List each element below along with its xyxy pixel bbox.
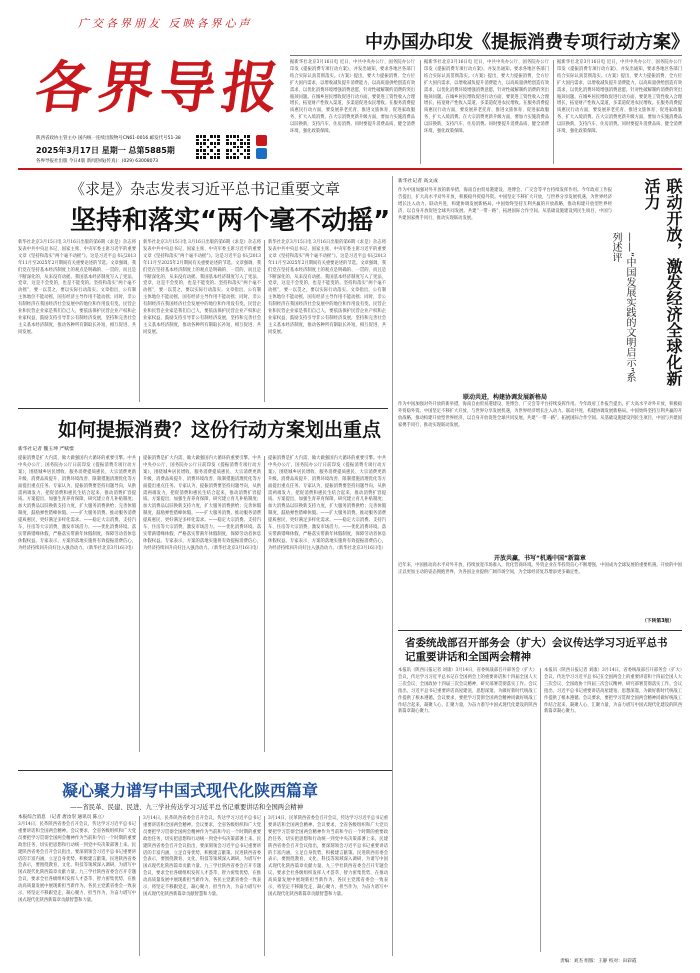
divider [290,55,682,56]
column-rule [553,60,554,164]
side-subhead2: 开放共赢，书写“机遇中国”新篇章 [494,555,586,562]
side-body-mid: 作为中国加强对外开放的新举措，海南自由贸易港建设、进博会、广交会等平台持续发挥作用。今年政府工作报告提出，扩大高水平对外开放，积极稳外贸稳外资。中国坚定不移扩大开放，与世界分享发展机遇，为世界经济增长注入动力。联动共进，构建协调发展新格局。中国始终坚持互利共赢的开放战略，推动构建开放型世界经济，以自身开放促进全球共同发展。共建“一带一路”，拓展国际合作空间。从基础设施建设到民生项目，中国与共建国家携手同行，推动实现联动发展。 [398,402,682,428]
masthead-logo [31,44,289,132]
consumption-body-col1: 提振消费是扩大内需、做大做强国内大循环的重要引擎。中共中央办公厅、国务院办公厅日前印发《提振消费专项行动方案》，围绕城乡居民增收、服务消费提质惠民、大宗消费更新升级、消费品质提升、消费环境改善、限制措施清理优化等方面提出重点任务。专家认为，提振消费要坚持问题导向，从供需两端发力，把促消费和惠民生结合起来，推动消费扩容提质。方案提出，加强生育养育保障，研究建立育儿补贴制度；加大消费品以旧换新支持力度，扩大服务消费供给；完善休假制度，鼓励弹性错峰休假。——扩大服务消费。推动服务消费提质惠民，更好满足多样化需求。——稳定大宗消费。支持汽车、住房等大宗消费，激发市场活力。——优化消费环境。落实带薪错峰休假，严格落实带薪年休假制度，保障劳动者休息休假权益。专家表示，方案的落地实施将有效提振消费信心，为经济持续回升向好注入强劲动力。（新华社北京3月16日电） [18,456,136,551]
column-rule [392,776,393,956]
lead-body-col1: 据新华社北京3月16日电 近日，中共中央办公厅、国务院办公厅印发《提振消费专项行动方案》，并发出通知，要求各地区各部门结合实际认真贯彻落实。《方案》提出，要大力提振消费，全方位扩大国内需求，以增收减负提升消费能力，以高质量供给创造有效需求，以优化消费环境增强消费意愿，针对性破解制约消费的突出瓶颈问题。在城乡居民增收促进行动方面，要促进工资性收入合理增长，拓宽财产性收入渠道，多渠道促进农民增收。在服务消费提质惠民行动方面，要发展养老托育、推进文旅体育、促进家政服务、扩大入境消费。在大宗消费更新升级方面，要加力实施消费品以旧换新，支持汽车、住房消费。同时要提升消费品质，健全消费环境，强化政策保障。 [290,60,415,135]
qr-code-icon [226,135,250,159]
masthead-slogan: 广交各界朋友 反映各界心声 [78,17,253,30]
masthead-rule [18,168,682,170]
bottom-byline: 本报综合消息 （记者 唐汝崇 通讯员 陈立） [18,815,107,820]
provincial-body-col1: 本报讯（陕西日报记者 刘康）3月14日，省委统战部召开部务会（扩大）会议，传达学习习近平总书记在全国两会上的重要讲话和十四届全国人大三次会议、全国政协十四届三次会议精神，研究部署贯彻落实工作。会议指出，习近平总书记重要讲话高屋建瓴、思想深邃，为做好新时代统战工作提供了根本遵循。会议要求，要把学习贯彻全国两会精神同做好统战工作结合起来，凝聚人心、汇聚力量，为奋力谱写中国式现代化建设的陕西新篇章凝心聚力。 [398,668,537,715]
app-icon [256,148,267,159]
column-rule [139,816,140,956]
qiushi-body-col3: 新华社北京3月15日电 3月16日出版的第6期《求是》杂志将发表中共中央总书记、国家主席、中央军委主席习近平的重要文章《坚持和落实“两个毫不动摇”》。这是习近平总书记2013年11月至2025年2月期间有关重要论述的节选。文章强调，我们党在坚持基本经济制度上的观点是明确的、一贯的，而且是不断深化的，从来没有动摇。我国基本经济制度写入了宪法、党章，这是不会变的，也是不能变的。坚持和落实“两个毫不动摇”，要一以贯之，要以实际行动落实。文章指出，公有制主体地位不能动摇，国有经济主导作用不能动摇；同时，非公有制经济在我国经济社会发展中的地位和作用没有变。民营企业和民营企业家是我们自己人，要依法保护民营企业产权和企业家权益，鼓励支持引导非公有制经济发展，坚持和完善社会主义基本经济制度，推动各种所有制取长补短、相互促进、共同发展。 [268,240,386,335]
column-rule [392,176,393,776]
consumption-byline: 新华社记者 魏玉坤 严赋憬 [18,447,74,452]
side-vertical-title: 联动开放，激发经济全球化新活力 [642,178,683,386]
bottom-body-col2: 3月14日，民革陕西省委会召开会议，传达学习习近平总书记重要讲话和全国两会精神。会议要求，全省各级组织和广大党员要把学习贯彻全国两会精神作为当前和今后一个时期的重要政治任务，切实把思想和行动统一到党中央决策部署上来。民建陕西省委会召开会议指出，要深刻领会习近平总书记重要讲话的丰富内涵，立足自身优势，积极建言献策。民进陕西省委会表示，要围绕教育、文化、科技等领域深入调研，为谱写中国式现代化陕西篇章贡献力量。九三学社陕西省委会召开专题会议，要求全社各级组织发挥人才荟萃、智力密集优势，在推动高质量发展中展现新担当新作为。各民主党派省委会一致表示，将坚定不移跟党走，凝心聚力、担当作为，为奋力谱写中国式现代化陕西新篇章贡献智慧和力量。 [143,816,261,897]
bottom-subheadline: ——省民革、民建、民进、九三学社传达学习习近平总书记重要讲话和全国两会精神 [70,804,303,811]
provincial-headline: 省委统战部召开部务会（扩大）会议传达学习习近平总书记重要讲话和全国两会精神 [405,637,668,663]
qr-code-icon [196,135,220,159]
side-continued: （下转第3版） [642,619,675,624]
lead-body-col3: 据新华社北京3月16日电 近日，中共中央办公厅、国务院办公厅印发《提振消费专项行动方案》，并发出通知，要求各地区各部门结合实际认真贯彻落实。《方案》提出，要大力提振消费，全方位扩大国内需求，以增收减负提升消费能力，以高质量供给创造有效需求，以优化消费环境增强消费意愿，针对性破解制约消费的突出瓶颈问题。在城乡居民增收促进行动方面，要促进工资性收入合理增长，拓宽财产性收入渠道，多渠道促进农民增收。在服务消费提质惠民行动方面，要发展养老托育、推进文旅体育、促进家政服务、扩大入境消费。在大宗消费更新升级方面，要加力实施消费品以旧换新，支持汽车、住房消费。同时要提升消费品质，健全消费环境，强化政策保障。 [557,60,682,135]
side-vertical-subtitle: ——“中国发展实践的文明启示”系列述评 [610,232,635,383]
divider [18,770,392,771]
qiushi-headline: 坚持和落实“两个毫不动摇” [70,206,391,236]
side-body-top: 作为中国加强对外开放的新举措，海南自由贸易港建设、进博会、广交会等平台持续发挥作用。今年政府工作报告提出，扩大高水平对外开放，积极稳外贸稳外资。中国坚定不移扩大开放，与世界分享发展机遇，为世界经济增长注入动力。联动共进，构建协调发展新格局。中国始终坚持互利共赢的开放战略，推动构建开放型世界经济，以自身开放促进全球共同发展。共建“一带一路”，拓展国际合作空间。从基础设施建设到民生项目，中国与共建国家携手同行，推动实现联动发展。 [398,188,612,221]
bottom-body-col1: 3月14日，民革陕西省委会召开会议，传达学习习近平总书记重要讲话和全国两会精神。会议要求，全省各级组织和广大党员要把学习贯彻全国两会精神作为当前和今后一个时期的重要政治任务，切实把思想和行动统一到党中央决策部署上来。民建陕西省委会召开会议指出，要深刻领会习近平总书记重要讲话的丰富内涵，立足自身优势，积极建言献策。民进陕西省委会表示，要围绕教育、文化、科技等领域深入调研，为谱写中国式现代化陕西篇章贡献力量。九三学社陕西省委会召开专题会议，要求全社各级组织发挥人才荟萃、智力密集优势，在推动高质量发展中展现新担当新作为。各民主党派省委会一致表示，将坚定不移跟党走，凝心聚力、担当作为，为奋力谱写中国式现代化陕西新篇章贡献智慧和力量。 [18,822,136,903]
column-rule [420,60,421,164]
divider [398,630,682,631]
page-footer: 责编：刘杰 组版：王静 校对：田彩霞 [560,959,637,964]
qiushi-body-col2: 新华社北京3月15日电 3月16日出版的第6期《求是》杂志将发表中共中央总书记、国家主席、中央军委主席习近平的重要文章《坚持和落实“两个毫不动摇”》。这是习近平总书记2013年11月至2025年2月期间有关重要论述的节选。文章强调，我们党在坚持基本经济制度上的观点是明确的、一贯的，而且是不断深化的，从来没有动摇。我国基本经济制度写入了宪法、党章，这是不会变的，也是不能变的。坚持和落实“两个毫不动摇”，要一以贯之，要以实际行动落实。文章指出，公有制主体地位不能动摇，国有经济主导作用不能动摇；同时，非公有制经济在我国经济社会发展中的地位和作用没有变。民营企业和民营企业家是我们自己人，要依法保护民营企业产权和企业家权益，鼓励支持引导非公有制经济发展，坚持和完善社会主义基本经济制度，推动各种所有制取长补短、相互促进、共同发展。 [143,240,261,335]
provincial-body-col2: 本报讯（陕西日报记者 刘康）3月14日，省委统战部召开部务会（扩大）会议，传达学习习近平总书记在全国两会上的重要讲话和十四届全国人大三次会议、全国政协十四届三次会议精神，研究部署贯彻落实工作。会议指出，习近平总书记重要讲话高屋建瓴、思想深邃，为做好新时代统战工作提供了根本遵循。会议要求，要把学习贯彻全国两会精神同做好统战工作结合起来，凝聚人心、汇聚力量，为奋力谱写中国式现代化建设的陕西新篇章凝心聚力。 [544,668,682,715]
masthead-title: 各界导报 [31,55,289,121]
column-rule [139,456,140,752]
app-icon [256,135,267,146]
side-label: 新华社记者 高文成 [398,179,438,184]
column-rule [540,668,541,952]
column-rule [264,816,265,956]
bottom-body-col3: 3月14日，民革陕西省委会召开会议，传达学习习近平总书记重要讲话和全国两会精神。会议要求，全省各级组织和广大党员要把学习贯彻全国两会精神作为当前和今后一个时期的重要政治任务，切实把思想和行动统一到党中央决策部署上来。民建陕西省委会召开会议指出，要深刻领会习近平总书记重要讲话的丰富内涵，立足自身优势，积极建言献策。民进陕西省委会表示，要围绕教育、文化、科技等领域深入调研，为谱写中国式现代化陕西篇章贡献力量。九三学社陕西省委会召开专题会议，要求全社各级组织发挥人才荟萃、智力密集优势，在推动高质量发展中展现新担当新作为。各民主党派省委会一致表示，将坚定不移跟党走，凝心聚力、担当作为，为奋力谱写中国式现代化陕西新篇章贡献智慧和力量。 [268,816,388,897]
side-body-bottom: 近年来，中国推动高水平对外开放，持续放宽市场准入，优化营商环境。外资企业在华投资信心不断增强，中国成为全球发展的重要机遇。开放的中国正以更加主动的姿态拥抱世界，为各国企业提供广阔市场空间，为全球经济复苏增添更多确定性。 [398,563,682,575]
column-rule [264,240,265,402]
qiushi-body-col1: 新华社北京3月15日电 3月16日出版的第6期《求是》杂志将发表中共中央总书记、国家主席、中央军委主席习近平的重要文章《坚持和落实“两个毫不动摇”》。这是习近平总书记2013年11月至2025年2月期间有关重要论述的节选。文章强调，我们党在坚持基本经济制度上的观点是明确的、一贯的，而且是不断深化的，从来没有动摇。我国基本经济制度写入了宪法、党章，这是不会变的，也是不能变的。坚持和落实“两个毫不动摇”，要一以贯之，要以实际行动落实。文章指出，公有制主体地位不能动摇，国有经济主导作用不能动摇；同时，非公有制经济在我国经济社会发展中的地位和作用没有变。民营企业和民营企业家是我们自己人，要依法保护民营企业产权和企业家权益，鼓励支持引导非公有制经济发展，坚持和完善社会主义基本经济制度，推动各种所有制取长补短、相互促进、共同发展。 [18,240,136,335]
qiushi-kicker: 《求是》杂志发表习近平总书记重要文章 [70,180,341,198]
consumption-body-col2: 提振消费是扩大内需、做大做强国内大循环的重要引擎。中共中央办公厅、国务院办公厅日前印发《提振消费专项行动方案》，围绕城乡居民增收、服务消费提质惠民、大宗消费更新升级、消费品质提升、消费环境改善、限制措施清理优化等方面提出重点任务。专家认为，提振消费要坚持问题导向，从供需两端发力，把促消费和惠民生结合起来，推动消费扩容提质。方案提出，加强生育养育保障，研究建立育儿补贴制度；加大消费品以旧换新支持力度，扩大服务消费供给；完善休假制度，鼓励弹性错峰休假。——扩大服务消费。推动服务消费提质惠民，更好满足多样化需求。——稳定大宗消费。支持汽车、住房等大宗消费，激发市场活力。——优化消费环境。落实带薪错峰休假，严格落实带薪年休假制度，保障劳动者休息休假权益。专家表示，方案的落地实施将有效提振消费信心，为经济持续回升向好注入强劲动力。（新华社北京3月16日电） [143,456,261,551]
consumption-headline: 如何提振消费？这份行动方案划出重点 [58,419,382,441]
bottom-headline: 凝心聚力谱写中国式现代化陕西篇章 [62,781,319,800]
consumption-body-col3: 提振消费是扩大内需、做大做强国内大循环的重要引擎。中共中央办公厅、国务院办公厅日前印发《提振消费专项行动方案》，围绕城乡居民增收、服务消费提质惠民、大宗消费更新升级、消费品质提升、消费环境改善、限制措施清理优化等方面提出重点任务。专家认为，提振消费要坚持问题导向，从供需两端发力，把促消费和惠民生结合起来，推动消费扩容提质。方案提出，加强生育养育保障，研究建立育儿补贴制度；加大消费品以旧换新支持力度，扩大服务消费供给；完善休假制度，鼓励弹性错峰休假。——扩大服务消费。推动服务消费提质惠民，更好满足多样化需求。——稳定大宗消费。支持汽车、住房等大宗消费，激发市场活力。——优化消费环境。落实带薪错峰休假，严格落实带薪年休假制度，保障劳动者休息休假权益。专家表示，方案的落地实施将有效提振消费信心，为经济持续回升向好注入强劲动力。（新华社北京3月16日电） [268,456,386,551]
divider [18,408,388,409]
masthead-info-line1: 陕西省政协主管主办 国内统一连续出版物号CN61-0016 邮发代号51-38 [36,136,181,141]
lead-headline: 中办国办印发《提振消费专项行动方案》 [365,32,689,53]
side-subhead1: 联动共进，构建协调发展新格局 [462,394,547,401]
masthead-info-line2: 各界导报社出版 今日4版 新闻热线(传真)：(029) 63008073 [36,159,159,164]
column-rule [264,456,265,752]
masthead-date: 2025年3月17日 星期一 总第5885期 [36,146,175,155]
column-rule [139,240,140,402]
lead-body-col2: 据新华社北京3月16日电 近日，中共中央办公厅、国务院办公厅印发《提振消费专项行动方案》，并发出通知，要求各地区各部门结合实际认真贯彻落实。《方案》提出，要大力提振消费，全方位扩大国内需求，以增收减负提升消费能力，以高质量供给创造有效需求，以优化消费环境增强消费意愿，针对性破解制约消费的突出瓶颈问题。在城乡居民增收促进行动方面，要促进工资性收入合理增长，拓宽财产性收入渠道，多渠道促进农民增收。在服务消费提质惠民行动方面，要发展养老托育、推进文旅体育、促进家政服务、扩大入境消费。在大宗消费更新升级方面，要加力实施消费品以旧换新，支持汽车、住房消费。同时要提升消费品质，健全消费环境，强化政策保障。 [424,60,549,135]
